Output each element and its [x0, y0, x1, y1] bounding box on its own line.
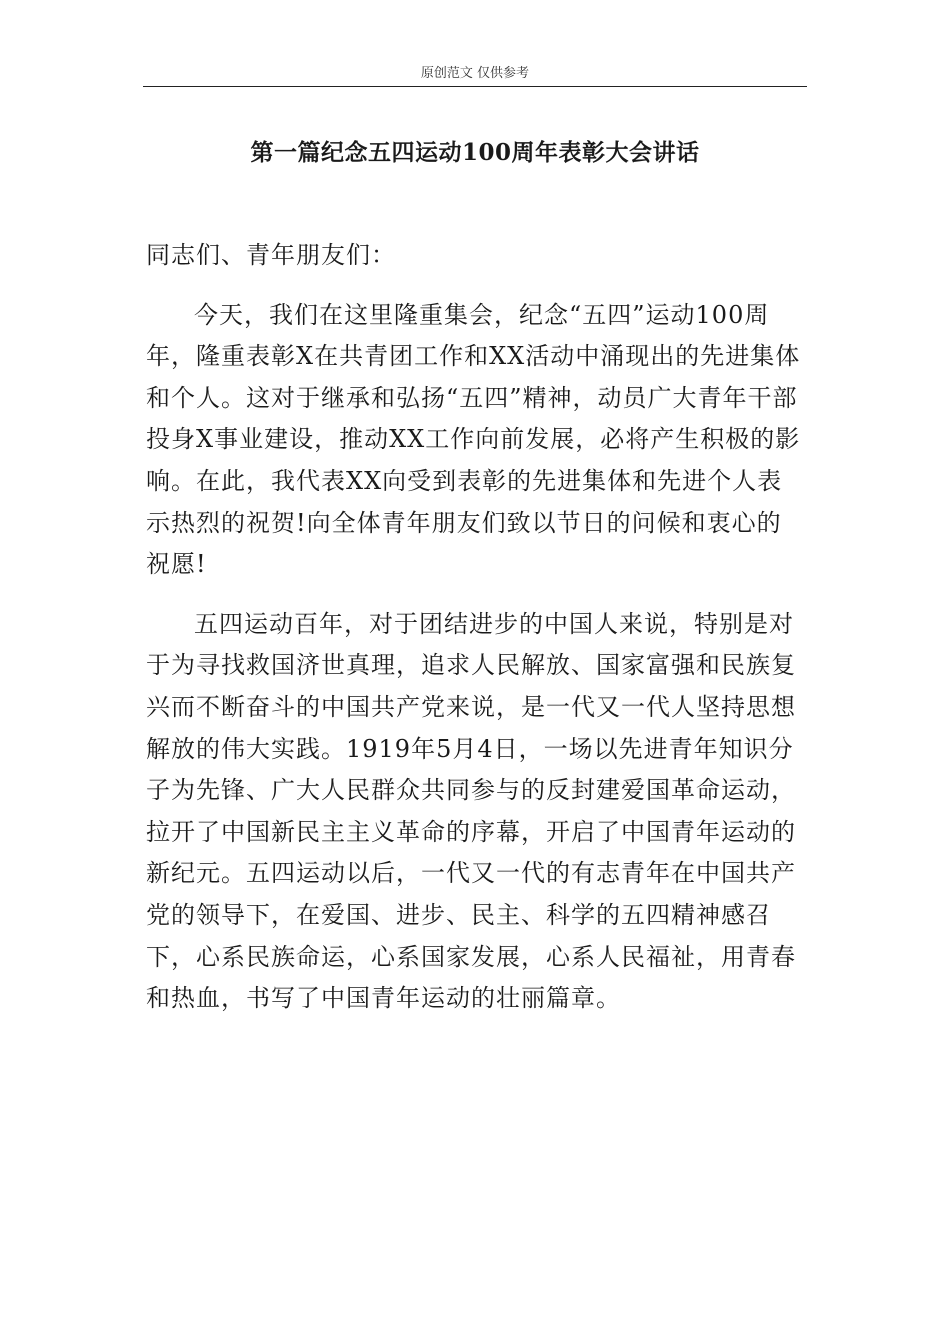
header-text: 原创范文 仅供参考: [420, 66, 530, 81]
paragraph: 五四运动百年，对于团结进步的中国人来说，特别是对于为寻找救国济世真理，追求人民解放、国家富强和民族复兴而不断奋斗的中国共产党来说，是一代又一代人坚持思想解放的伟大实践。1919年5月4日，一场以先进青年知识分子为先锋、广大人民群众共同参与的反封建爱国革命运动，拉开了中国新民主主义革命的序幕，开启了中国青年运动的新纪元。五四运动以后，一代又一代的有志青年在中国共产党的领导下，在爱国、进步、民主、科学的五四精神感召下，心系民族命运，心系国家发展，心系人民福祉，用青春和热血，书写了中国青年运动的壮丽篇章。: [146, 609, 796, 1013]
paragraph: 今天，我们在这里隆重集会，纪念“五四”运动100周年，隆重表彰X在共青团工作和XX活动中涌现出的先进集体和个人。这对于继承和弘扬“五四”精神，动员广大青年干部投身X事业建设，推动XX工作向前发展，必将产生积极的影响。在此，我代表XX向受到表彰的先进集体和先进个人表示热烈的祝贺!向全体青年朋友们致以节日的问候和衷心的祝愿!: [146, 300, 801, 579]
document-body: [146, 235, 806, 1038]
page-header: [143, 66, 807, 87]
document-title: 第一篇纪念五四运动100周年表彰大会讲话: [250, 139, 700, 166]
salutation: 同志们、青年朋友们：: [146, 241, 396, 269]
